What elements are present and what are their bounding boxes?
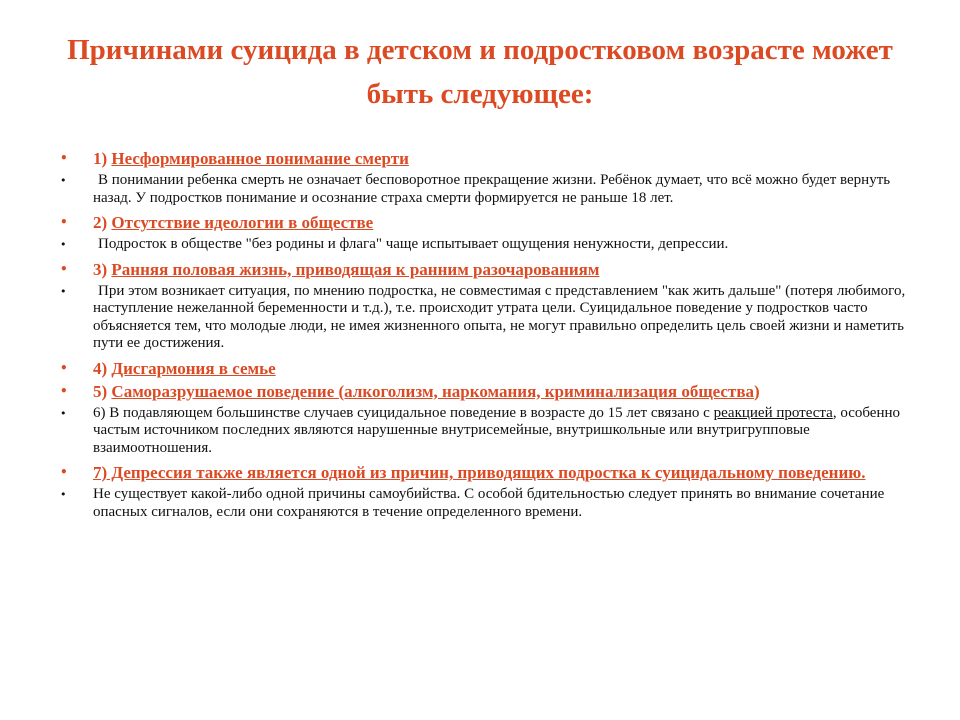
list-item-heading-7 (60, 463, 910, 482)
bullet-icon: • (60, 174, 67, 187)
item-number: 3) (93, 259, 108, 279)
bullet-icon: • (60, 284, 67, 298)
item-text-after: , особенно частым источником последних являются нарушенные внутрисемейные, внутришкольные или внутригрупповые взаимоотношения. (93, 404, 901, 456)
item-heading: Несформированное понимание смерти (111, 149, 409, 168)
bullet-icon: • (60, 488, 67, 501)
item-heading: Отсутствие идеологии в обществе (111, 213, 374, 232)
list-item-heading-2 (60, 213, 910, 232)
item-number: 4) (93, 358, 108, 378)
bullet-icon: • (60, 215, 68, 229)
item-text: Не существует какой-либо одной причины самоубийства. С особой бдительностью следует принять во внимание сочетание опасных сигналов, если они сохраняются в течение определенного времени. (93, 486, 885, 520)
list-item-heading-5 (60, 382, 910, 401)
item-number: 1) (93, 149, 108, 168)
item-text-before: 6) В подавляющем большинстве случаев суицидальное поведение в возрасте до 15 лет связано с (93, 404, 714, 421)
item-text: Подросток в обществе "без родины и флага" чаще испытывает ощущения ненужности, депрессии. (98, 236, 729, 252)
bullet-icon: • (60, 383, 68, 398)
bullet-icon: • (60, 406, 67, 420)
item-number: 2) (93, 213, 108, 232)
list-item-heading-1 (60, 149, 910, 168)
bullet-icon: • (60, 360, 68, 375)
bullet-icon: • (60, 151, 68, 165)
list-item-text (60, 236, 910, 254)
item-text: В понимании ребенка смерть не означает бесповоротное прекращение жизни. Ребёнок думает, что всё можно будет вернуть назад. У подростков понимание и осознание страха смерти формируется не раньше 18 лет. (93, 172, 891, 206)
item-underlined-phrase: реакцией протеста (713, 404, 833, 421)
list-item-text (60, 405, 910, 458)
list-item-text (60, 283, 910, 353)
list-item-heading-3 (60, 260, 910, 279)
item-number: 5) (93, 381, 108, 401)
bullet-icon: • (60, 465, 68, 479)
item-text: При этом возникает ситуация, по мнению подростка, не совместимая с представлением "как жить дальше" (потеря любимого, наступление нежеланной беременности и т.д.), т.е. происходит утрата цели. Суицидальное поведение у подростков часто объясняется тем, что молодые люди, не имея жизненного опыта, не могут правильно определить цель своей жизни и наметить пути ее достижения. (93, 282, 906, 351)
item-heading: 7) Депрессия также является одной из причин, приводящих подростка к суицидальному поведению. (93, 463, 866, 482)
slide-title: Причинами суицида в детском и подростковом возрасте может быть следующее: (67, 34, 893, 110)
list-item-text (60, 172, 910, 207)
bullet-icon: • (60, 261, 68, 276)
bullet-list (60, 146, 910, 527)
bullet-icon: • (60, 238, 67, 251)
list-item-heading-4 (60, 359, 910, 378)
item-heading: Дисгармония в семье (111, 358, 276, 378)
item-heading: Ранняя половая жизнь, приводящая к ранним разочарованиям (111, 259, 600, 279)
item-heading: Саморазрушаемое поведение (алкоголизм, наркомания, криминализация общества) (111, 381, 760, 401)
list-item-text (60, 486, 910, 521)
